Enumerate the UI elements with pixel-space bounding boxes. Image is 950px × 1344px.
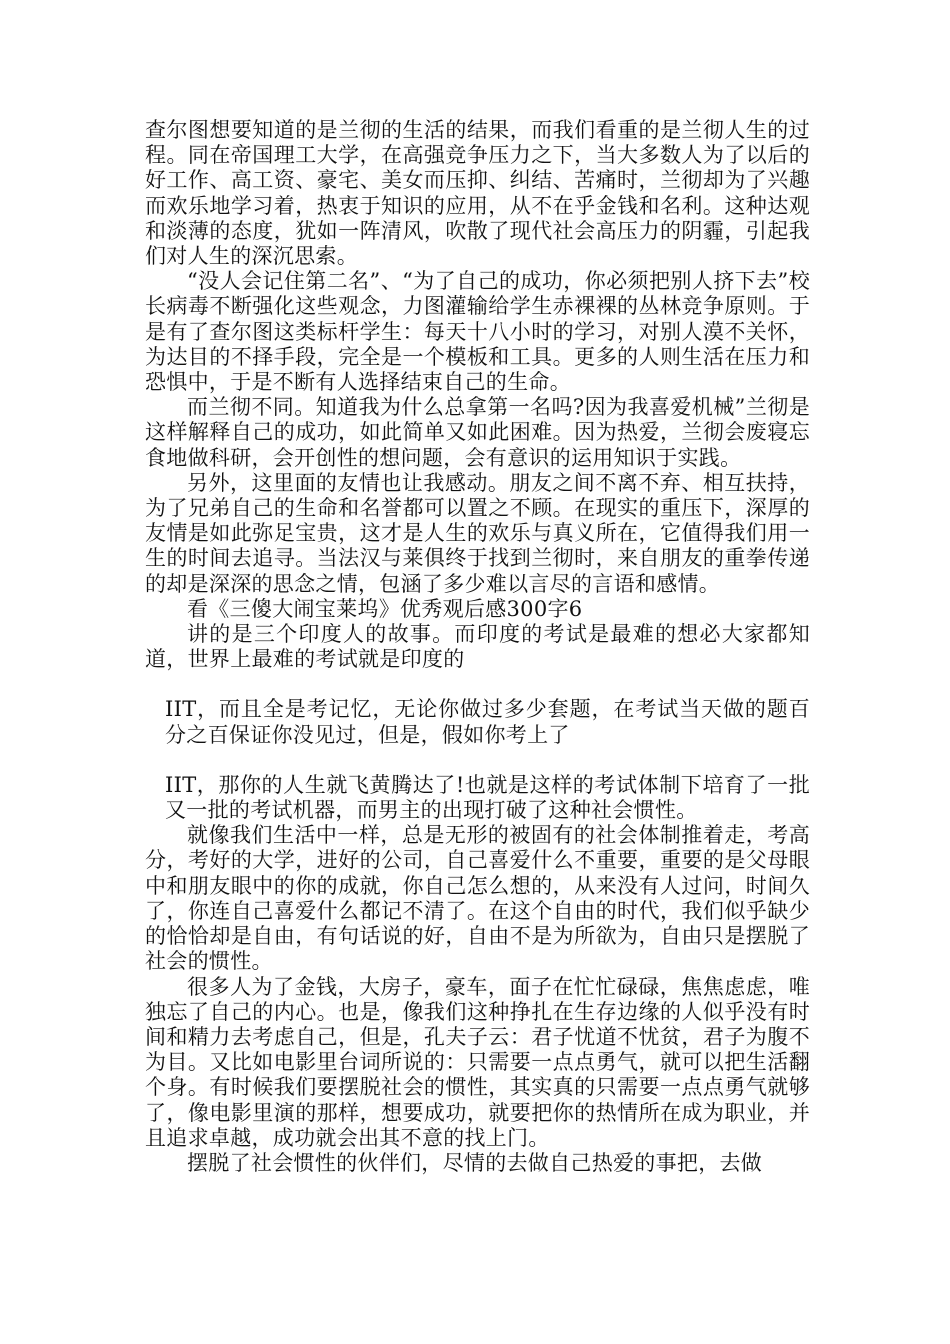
paragraph-5: 讲的是三个印度人的故事。而印度的考试是最难的想必大家都知道，世界上最难的考试就是印度的	[145, 622, 810, 672]
paragraph-3: 而兰彻不同。知道我为什么总拿第一名吗?因为我喜爱机械”兰彻是这样解释自己的成功，如此简单又如此困难。因为热爱，兰彻会废寝忘食地做科研，会开创性的想问题，会有意识的运用知识于实践。	[145, 395, 810, 470]
paragraph-6: IIT，而且全是考记忆，无论你做过多少套题，在考试当天做的题百分之百保证你没见过，但是，假如你考上了	[165, 697, 810, 747]
paragraph-4: 另外，这里面的友情也让我感动。朋友之间不离不弃、相互扶持，为了兄弟自己的生命和名誉都可以置之不顾。在现实的重压下，深厚的友情是如此弥足宝贵，这才是人生的欢乐与真义所在，它值得我们用一生的时间去追寻。当法汉与莱俱终于找到兰彻时，来自朋友的重拳传递的却是深深的思念之情，包涵了多少难以言尽的言语和感情。	[145, 470, 810, 596]
paragraph-7: IIT，那你的人生就飞黄腾达了!也就是这样的考试体制下培育了一批又一批的考试机器，而男主的出现打破了这种社会惯性。	[165, 772, 810, 823]
paragraph-8: 就像我们生活中一样，总是无形的被固有的社会体制推着走，考高分，考好的大学，进好的公司，自己喜爱什么不重要，重要的是父母眼中和朋友眼中的你的成就，你自己怎么想的，从来没有人过问，时间久了，你连自己喜爱什么都记不清了。在这个自由的时代，我们似乎缺少的恰恰却是自由，有句话说的好，自由不是为所欲为，自由只是摆脱了社会的惯性。	[145, 823, 810, 974]
paragraph-9: 很多人为了金钱，大房子，豪车，面子在忙忙碌碌，焦焦虑虑，唯独忘了自己的内心。也是，像我们这种挣扎在生存边缘的人似乎没有时间和精力去考虑自己，但是，孔夫子云：君子忧道不忧贫，君子为腹不为目。又比如电影里台词所说的：只需要一点点勇气，就可以把生活翻个身。有时候我们要摆脱社会的惯性，其实真的只需要一点点勇气就够了，像电影里演的那样，想要成功，就要把你的热情所在成为职业，并且追求卓越，成功就会出其不意的找上门。	[145, 974, 810, 1150]
paragraph-2: “没人会记住第二名”、“为了自己的成功，你必须把别人挤下去”校长病毒不断强化这些观念，力图灌输给学生赤裸裸的丛林竞争原则。于是有了查尔图这类标杆学生：每天十八小时的学习，对别人漠不关怀，为达目的不择手段，完全是一个模板和工具。更多的人则生活在压力和恐惧中，于是不断有人选择结束自己的生命。	[145, 269, 810, 395]
document-body	[145, 118, 810, 1176]
paragraph-10: 摆脱了社会惯性的伙伴们，尽情的去做自己热爱的事把，去做	[187, 1150, 763, 1175]
paragraph-1: 查尔图想要知道的是兰彻的生活的结果，而我们看重的是兰彻人生的过程。同在帝国理工大学，在高强竞争压力之下，当大多数人为了以后的好工作、高工资、豪宅、美女而压抑、纠结、苦痛时，兰彻却为了兴趣而欢乐地学习着，热衷于知识的应用，从不在乎金钱和名利。这种达观和淡薄的态度，犹如一阵清风，吹散了现代社会高压力的阴霾，引起我们对人生的深沉思索。	[145, 118, 810, 269]
section-heading: 看《三傻大闹宝莱坞》优秀观后感300字6	[187, 596, 583, 621]
